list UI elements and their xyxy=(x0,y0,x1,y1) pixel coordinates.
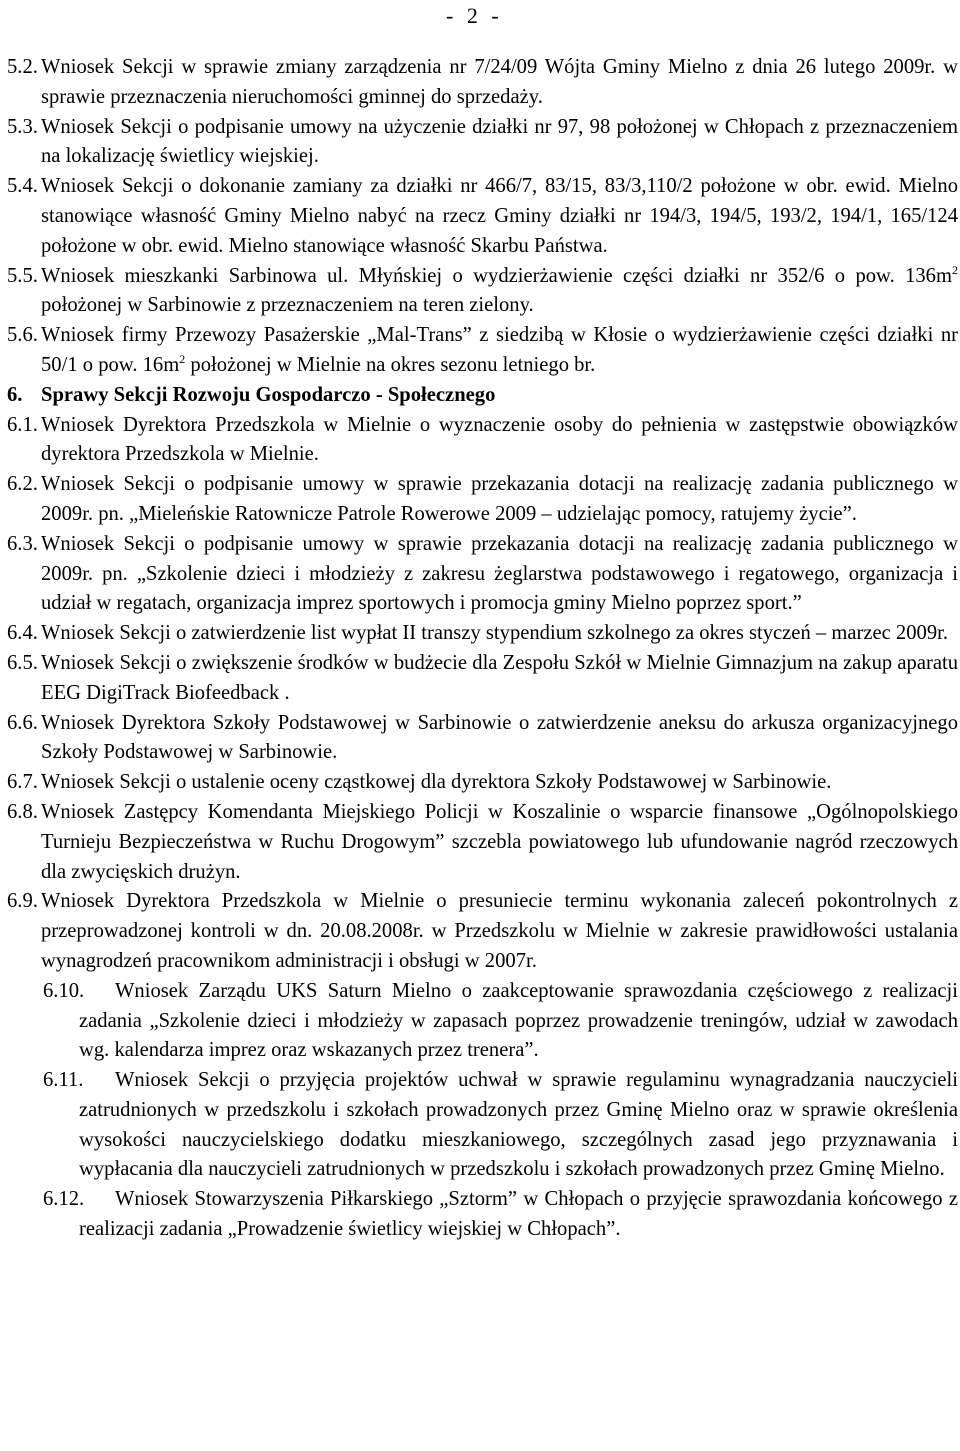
item-text-cont: położonej w Mielnie na okres sezonu letniego br. xyxy=(185,353,596,376)
item-number: 6.9. xyxy=(7,890,38,913)
agenda-item-5-4 xyxy=(7,172,958,261)
item-text: Wniosek Sekcji o dokonanie zamiany za działki nr 466/7, 83/15, 83/3,110/2 położone w obr. ewid. Mielno stanowiące własność Gminy Mielno nabyć na rzecz Gminy działki nr 194/3, 194/5, 193/2, 194/1, 165/124 położone w obr. ewid. Mielno stanowiące własność Skarbu Państwa. xyxy=(41,175,958,257)
superscript: 2 xyxy=(952,262,958,277)
item-text: Wniosek Sekcji o podpisanie umowy na użyczenie działki nr 97, 98 położonej w Chłopach z przeznaczeniem na lokalizację świetlicy wiejskiej. xyxy=(41,115,958,168)
item-text: Wniosek Stowarzyszenia Piłkarskiego „Sztorm” w Chłopach o przyjęcie sprawozdania końcowego z realizacji zadania „Prowadzenie świetlicy wiejskiej w Chłopach”. xyxy=(79,1188,958,1241)
item-number: 6.2. xyxy=(7,473,38,496)
agenda-item-6-6 xyxy=(7,709,958,769)
section-title: Sprawy Sekcji Rozwoju Gospodarczo - Społecznego xyxy=(41,383,496,406)
agenda-item-5-5 xyxy=(7,262,958,322)
agenda-item-6-2 xyxy=(7,470,958,530)
agenda-item-6-4 xyxy=(7,619,958,649)
agenda-item-6-9 xyxy=(7,887,958,976)
item-text: Wniosek Dyrektora Przedszkola w Mielnie o presuniecie terminu wykonania zaleceń pokontrolnych z przeprowadzonej kontroli w dn. 20.08.2008r. w Przedszkolu w Mielnie w zakresie prawidłowości ustalania wynagrodzeń pracownikom administracji i obsługi w 2007r. xyxy=(41,890,958,972)
item-text: Wniosek Sekcji o zwiększenie środków w budżecie dla Zespołu Szkół w Mielnie Gimnazjum na zakup aparatu EEG DigiTrack Biofeedback . xyxy=(41,651,958,704)
agenda-item-6-3 xyxy=(7,530,958,619)
item-number: 6.8. xyxy=(7,800,38,823)
item-number: 6.10. xyxy=(43,979,85,1002)
agenda-item-5-3 xyxy=(7,113,958,173)
item-number: 5.5. xyxy=(7,264,38,287)
agenda-item-6-5 xyxy=(7,649,958,709)
item-number: 5.2. xyxy=(7,56,38,78)
item-number: 6.11. xyxy=(43,1069,84,1092)
page-number: - 2 - xyxy=(446,3,503,28)
section-number: 6. xyxy=(7,383,23,406)
item-text: Wniosek Zastępcy Komendanta Miejskiego Policji w Koszalinie o wsparcie finansowe „Ogólnopolskiego Turnieju Bezpieczeństwa w Ruchu Drogowym” szczebla powiatowego lub ufundowanie nagród rzeczowych dla zwycięskich drużyn. xyxy=(41,800,958,883)
item-number: 5.4. xyxy=(7,175,38,198)
item-number: 6.4. xyxy=(7,622,38,645)
item-text: Wniosek Zarządu UKS Saturn Mielno o zaakceptowanie sprawozdania częściowego z realizacji zadania „Szkolenie dzieci i młodzieży w zapasach poprzez prowadzenie treningów, udział w zawodach wg. kalendarza imprez oraz wskazanych przez trenera”. xyxy=(79,979,958,1062)
agenda-item-6-7 xyxy=(7,768,958,798)
item-number: 6.5. xyxy=(7,651,38,674)
item-text: Wniosek mieszkanki Sarbinowa ul. Młyńskiej o wydzierżawienie części działki nr 352/6 o pow. 136m xyxy=(41,264,952,287)
agenda-item-5-2 xyxy=(7,53,958,113)
item-text: Wniosek Dyrektora Szkoły Podstawowej w Sarbinowie o zatwierdzenie aneksu do arkusza organizacyjnego Szkoły Podstawowej w Sarbinowie. xyxy=(41,711,958,764)
agenda-list xyxy=(7,53,958,1245)
item-text: Wniosek Sekcji o przyjęcia projektów uchwał w sprawie regulaminu wynagradzania nauczycieli zatrudnionych w przedszkolu i szkołach prowadzonych przez Gminę Mielno oraz w sprawie określenia wysokości nauczycielskiego dodatku mieszkaniowego, szczególnych zasad jego przyznawania i wypłacania dla nauczycieli zatrudnionych w przedszkolu i szkołach prowadzonych przez Gminę Mielno. xyxy=(79,1069,958,1181)
agenda-item-6-10 xyxy=(7,977,958,1066)
item-number: 6.3. xyxy=(7,532,38,555)
item-number: 6.1. xyxy=(7,413,38,436)
agenda-item-6-8 xyxy=(7,798,958,887)
item-number: 6.6. xyxy=(7,711,38,734)
agenda-item-6-11 xyxy=(7,1066,958,1185)
item-number: 6.7. xyxy=(7,771,38,794)
superscript: 2 xyxy=(179,352,186,367)
section-heading xyxy=(7,381,958,411)
item-text: Wniosek Sekcji o podpisanie umowy w sprawie przekazania dotacji na realizację zadania publicznego w 2009r. pn. „Mieleńskie Ratownicze Patrole Rowerowe 2009 – udzielając pomocy, ratujemy życie”. xyxy=(41,473,958,525)
item-text: Wniosek Sekcji o podpisanie umowy w sprawie przekazania dotacji na realizację zadania publicznego w 2009r. pn. „Szkolenie dzieci i młodzieży z zakresu żeglarstwa podstawowego i regatowego, organizacja i udział w regatach, organizacja imprez sportowych i promocja gminy Mielno poprzez sport.” xyxy=(41,532,958,615)
agenda-item-5-6 xyxy=(7,321,958,381)
agenda-item-6-1 xyxy=(7,411,958,471)
item-number: 5.6. xyxy=(7,324,38,347)
item-text: Wniosek Dyrektora Przedszkola w Mielnie o wyznaczenie osoby do pełnienia w zastępstwie obowiązków dyrektora Przedszkola w Mielnie. xyxy=(41,413,958,466)
item-text: Wniosek Sekcji o zatwierdzenie list wypłat II transzy stypendium szkolnego za okres styczeń – marzec 2009r. xyxy=(41,622,948,645)
item-text: Wniosek Sekcji o ustalenie oceny cząstkowej dla dyrektora Szkoły Podstawowej w Sarbinowie. xyxy=(41,771,832,794)
item-number: 6.12. xyxy=(43,1188,85,1211)
item-text-cont: położonej w Sarbinowie z przeznaczeniem na teren zielony. xyxy=(41,294,534,317)
item-text: Wniosek Sekcji w sprawie zmiany zarządzenia nr 7/24/09 Wójta Gminy Mielno z dnia 26 lutego 2009r. w sprawie przeznaczenia nieruchomości gminnej do sprzedaży. xyxy=(41,56,958,108)
agenda-item-6-12 xyxy=(7,1185,958,1245)
item-number: 5.3. xyxy=(7,115,38,138)
item-text: Wniosek firmy Przewozy Pasażerskie „Mal-Trans” z siedzibą w Kłosie o wydzierżawienie części działki nr 50/1 o pow. 16m xyxy=(41,324,958,376)
